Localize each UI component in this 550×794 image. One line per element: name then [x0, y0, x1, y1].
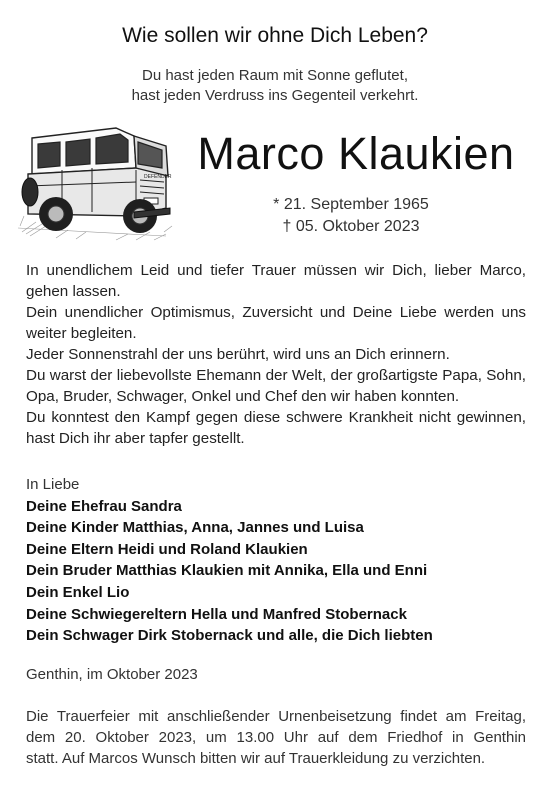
birth-date: * 21. September 1965 [273, 196, 429, 213]
family-member: Deine Eltern Heidi und Roland Klaukien [26, 540, 308, 558]
family-member: Deine Kinder Matthias, Anna, Jannes und Luisa [26, 519, 364, 537]
quote-line: hast jeden Verdruss ins Gegenteil verkehrt. [131, 87, 419, 104]
ceremony-line: statt. Auf Marcos Wunsch bitten wir auf Trauerkleidung zu verzichten. [26, 750, 486, 767]
family-member: Dein Bruder Matthias Klaukien mit Annika, Ella und Enni [26, 562, 428, 580]
text-paragraph: Jeder Sonnenstrahl der uns berührt, wird uns an Dich erinnern. [26, 346, 450, 363]
quote-line: Du hast jeden Raum mit Sonne geflutet, [142, 67, 408, 84]
text-paragraph: Du warst der liebevollste Ehemann der Welt, der großartigste Papa, Sohn, Opa, Bruder, Schwager, Onkel und Chef den wir haben konnten. [26, 367, 526, 405]
ceremony-line: dem 20. Oktober 2023, um 13.00 Uhr auf dem Friedhof in Genthin [26, 729, 526, 746]
family-member: Dein Enkel Lio [26, 583, 130, 601]
family-member: Deine Schwiegereltern Hella und Manfred Stobernack [26, 605, 407, 623]
family-list [26, 474, 526, 647]
death-date: † 05. Oktober 2023 [282, 218, 420, 235]
family-member: Dein Schwager Dirk Stobernack und alle, die Dich liebten [26, 627, 433, 645]
text-paragraph: Du konntest den Kampf gegen diese schwere Krankheit nicht gewinnen, hast Dich ihr aber tapfer gestellt. [26, 409, 526, 447]
ceremony-line: Die Trauerfeier mit anschließender Urnenbeisetzung findet am Freitag, [26, 708, 526, 725]
deceased-name: Marco Klaukien [197, 128, 515, 179]
headline: Wie sollen wir ohne Dich Leben? [122, 24, 428, 47]
family-intro: In Liebe [26, 476, 80, 493]
obituary-text [26, 260, 526, 449]
family-member: Deine Ehefrau Sandra [26, 497, 182, 515]
plate-text: DEFENDER [144, 174, 172, 180]
offroad-car-sketch-icon [16, 116, 176, 248]
ceremony-notice [26, 706, 526, 769]
place-date: Genthin, im Oktober 2023 [26, 666, 198, 683]
text-paragraph: Dein unendlicher Optimismus, Zuversicht und Deine Liebe werden uns weiter begleiten. [26, 304, 526, 342]
text-paragraph: In unendlichem Leid und tiefer Trauer müssen wir Dich, lieber Marco, gehen lassen. [26, 262, 526, 300]
life-dates [256, 194, 446, 238]
quote [40, 66, 510, 106]
